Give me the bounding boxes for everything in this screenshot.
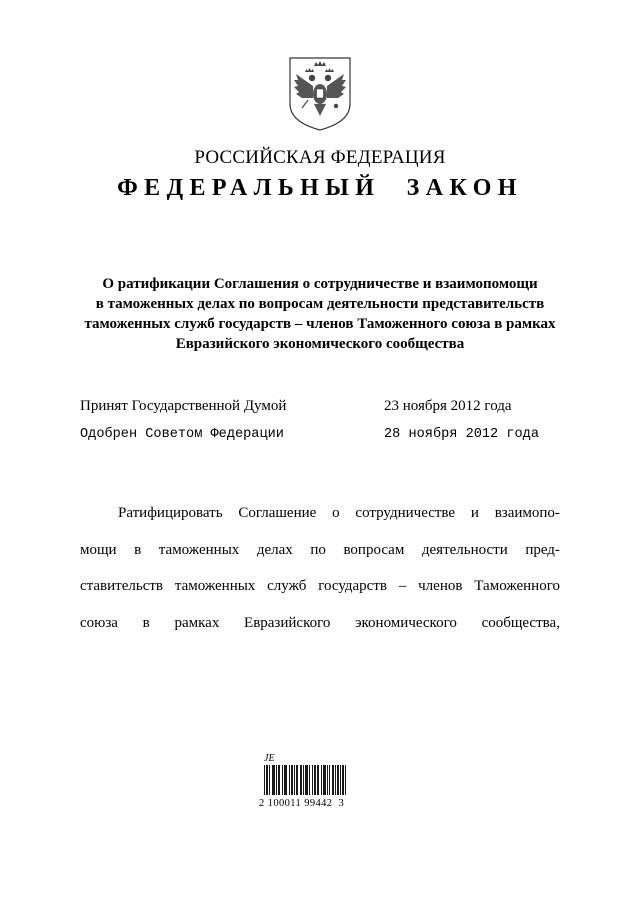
title-line: Евразийского экономического сообщества (175, 336, 465, 352)
body-word: делах (256, 541, 293, 558)
title-line: О ратификации Соглашения о сотрудничестве и взаимопомощи (102, 276, 538, 292)
barcode-bar (307, 765, 308, 795)
barcode-bar (340, 765, 341, 795)
barcode-bar (329, 765, 330, 795)
body-word: взаимопо- (494, 505, 560, 521)
barcode-bar (303, 765, 304, 795)
barcode-bar (282, 765, 283, 795)
barcode-number: 2 100011 99442 3 (259, 798, 345, 809)
body-word: деятельности (421, 541, 508, 558)
body-word: мощи (80, 541, 117, 558)
barcode-bar (289, 765, 290, 795)
barcode-bar (276, 765, 277, 795)
barcode-bar (312, 765, 313, 795)
barcode-bar (300, 765, 301, 795)
barcode-bar (324, 765, 325, 795)
adoption-duma-date: 23 ноября 2012 года (384, 398, 512, 414)
body-word: и (470, 505, 479, 521)
barcode-bar (323, 765, 324, 795)
barcode-bar (279, 765, 280, 795)
barcode-bar (266, 765, 267, 795)
country-name: РОССИЙСКАЯ ФЕДЕРАЦИЯ (194, 147, 446, 168)
barcode-bar (294, 765, 295, 795)
body-word: союза (80, 615, 118, 632)
body-word: служб (267, 578, 307, 595)
barcode-icon (264, 765, 346, 795)
barcode-bar (342, 765, 343, 795)
barcode-bar (292, 765, 293, 795)
barcode-bar (315, 765, 316, 795)
barcode-bar (284, 765, 285, 795)
body-word: Таможенного (474, 578, 560, 595)
barcode-bar (264, 765, 265, 795)
body-word: вопросам (343, 541, 405, 558)
barcode-bar (309, 765, 310, 795)
barcode-bar (306, 765, 307, 795)
barcode-bar (345, 765, 346, 795)
barcode-bar (297, 765, 298, 795)
barcode-bar (278, 765, 279, 795)
barcode-bar (321, 765, 322, 795)
coat-of-arms-icon (288, 56, 352, 132)
body-word: государств (318, 578, 387, 595)
body-line (80, 540, 560, 577)
body-word: рамках (174, 615, 220, 632)
title-line: таможенных служб государств – членов Таможенного союза в рамках (84, 316, 556, 332)
body-word: Соглашение (238, 505, 317, 521)
body-word: по (310, 541, 326, 558)
barcode-bar (296, 765, 297, 795)
body-word: ставительств (80, 578, 163, 595)
barcode-bar (335, 765, 336, 795)
adoption-council-date: 28 ноября 2012 года (384, 427, 539, 442)
barcode-bar (314, 765, 315, 795)
barcode-bar (332, 765, 333, 795)
body-word: членов (418, 578, 463, 595)
barcode-bar (272, 765, 273, 795)
barcode-bar (343, 765, 344, 795)
body-word: экономического (355, 615, 457, 632)
barcode-bar (338, 765, 339, 795)
body-line (80, 503, 560, 540)
body-word: таможенных (174, 578, 256, 595)
body-word: о (332, 505, 340, 521)
body-word: Евразийского (244, 615, 331, 632)
body-word: сообщества, (481, 615, 560, 632)
barcode-bar (317, 765, 318, 795)
barcode-bar (305, 765, 306, 795)
barcode-bar (337, 765, 338, 795)
barcode-bar (318, 765, 319, 795)
barcode-bar (274, 765, 275, 795)
body-word: – (398, 578, 407, 595)
body-line (80, 576, 560, 613)
barcode-bar (269, 765, 270, 795)
adoption-council-label: Одобрен Советом Федерации (80, 427, 284, 442)
document-type: ФЕДЕРАЛЬНЫЙ ЗАКОН (117, 175, 523, 201)
adoption-duma-label: Принят Государственной Думой (80, 398, 287, 414)
body-word: таможенных (158, 541, 240, 558)
barcode-bar (291, 765, 292, 795)
law-body (80, 503, 560, 650)
law-title (60, 274, 580, 354)
body-word: Ратифицировать (118, 505, 223, 521)
barcode-bar (325, 765, 326, 795)
body-line (80, 613, 560, 650)
barcode-mark: JE (264, 753, 275, 764)
body-word: сотрудничестве (355, 505, 456, 521)
barcode-bar (333, 765, 334, 795)
barcode-bar (267, 765, 268, 795)
body-word: в (142, 615, 150, 632)
barcode-bar (273, 765, 274, 795)
barcode-bar (327, 765, 328, 795)
barcode-bar (286, 765, 287, 795)
body-word: в (134, 541, 142, 558)
body-word: пред- (525, 541, 560, 558)
barcode-bar (301, 765, 302, 795)
barcode-bar (285, 765, 286, 795)
title-line: в таможенных делах по вопросам деятельности представительств (95, 296, 545, 312)
